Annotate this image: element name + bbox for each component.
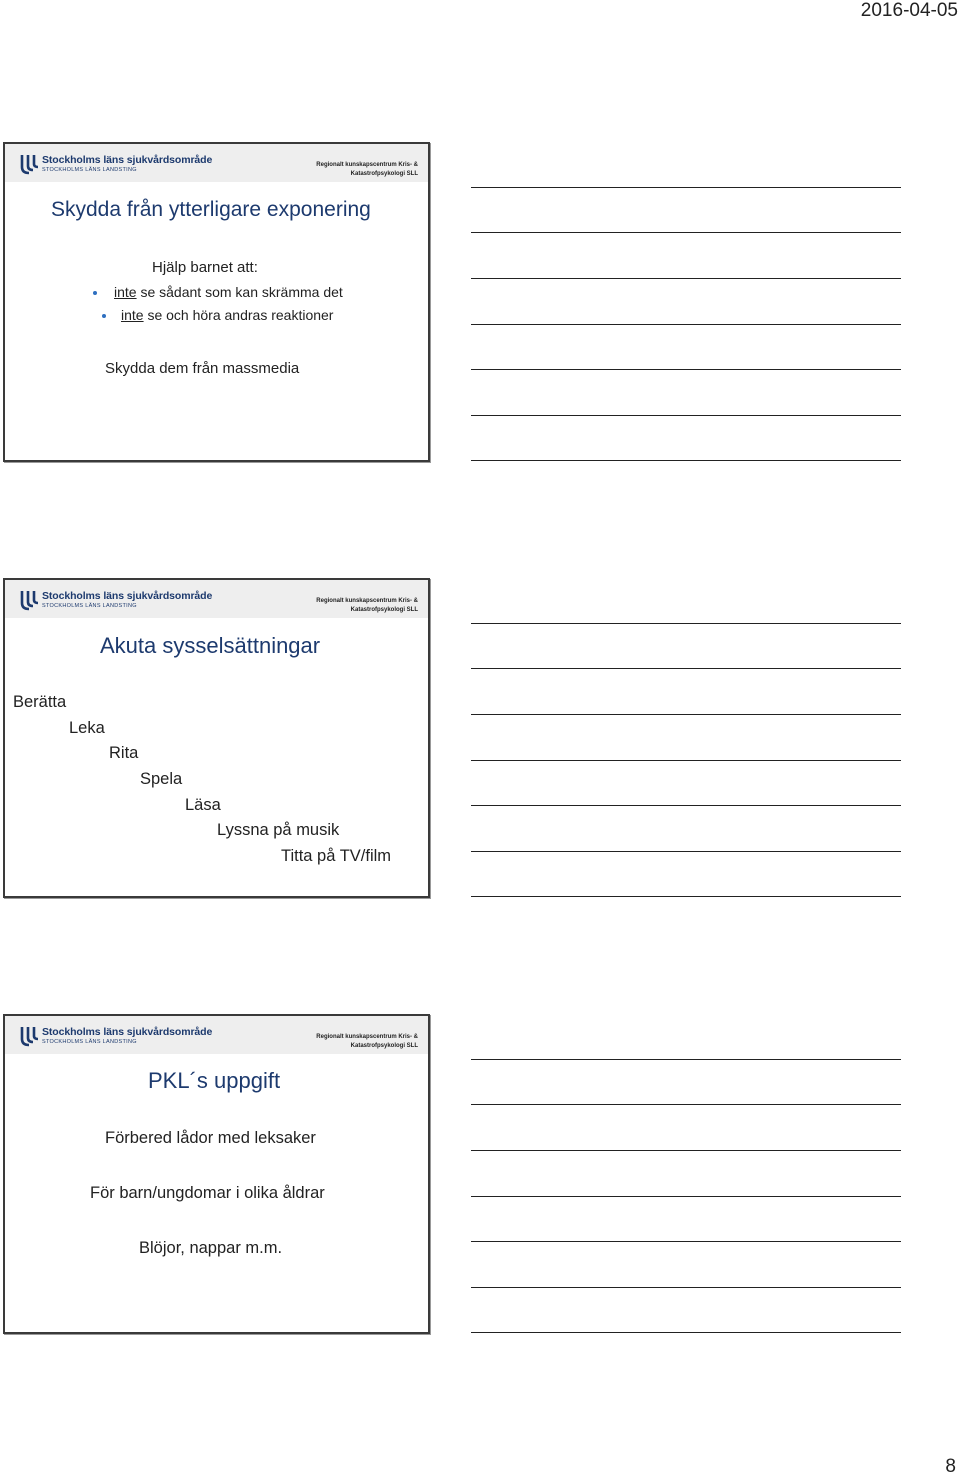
note-line [471,187,901,188]
note-line [471,623,901,624]
slide-3 [3,1014,430,1334]
logo-title: Stockholms läns sjukvårdsområde [42,154,213,166]
org-line-1: Regionalt kunskapscentrum Kris- & [316,1034,418,1040]
activity-item: Rita [109,744,139,762]
note-line [471,460,901,461]
note-line [471,896,901,897]
sll-logo-icon [19,153,41,175]
note-line [471,760,901,761]
sll-logo-icon [19,1025,41,1047]
note-line [471,805,901,806]
slide-footer-text: Skydda dem från massmedia [105,360,300,377]
note-line [471,1332,901,1333]
slide-title: PKL´s uppgift [148,1068,281,1093]
note-line [471,1241,901,1242]
bullet-underlined: inte [121,307,144,323]
note-line [471,369,901,370]
page-number: 8 [945,1456,956,1477]
activity-item: Titta på TV/film [281,847,392,865]
task-line: Förbered lådor med leksaker [105,1129,316,1147]
logo-title: Stockholms läns sjukvårdsområde [42,1026,213,1038]
note-line [471,851,901,852]
note-line [471,1059,901,1060]
logo-subtitle: STOCKHOLMS LÄNS LANDSTING [42,1039,137,1045]
slide-title: Akuta sysselsättningar [100,633,321,658]
org-line-1: Regionalt kunskapscentrum Kris- & [316,598,418,604]
slide-header [5,1016,428,1054]
note-line [471,278,901,279]
activity-item: Lyssna på musik [217,821,340,839]
note-line [471,415,901,416]
logo-subtitle: STOCKHOLMS LÄNS LANDSTING [42,167,137,173]
org-line-2: Katastrofpsykologi SLL [350,1043,418,1049]
note-line [471,714,901,715]
activity-item: Berätta [13,693,67,711]
slide-1 [3,142,430,462]
slide-intro: Hjälp barnet att: [152,259,258,276]
bullet-rest: se sådant som kan skrämma det [136,284,343,300]
task-line: För barn/ungdomar i olika åldrar [90,1184,325,1202]
note-line [471,668,901,669]
bullet-item [121,307,333,323]
org-line-1: Regionalt kunskapscentrum Kris- & [316,162,418,168]
sll-logo-icon [19,589,41,611]
activity-item: Leka [69,719,105,737]
bullet-rest: se och höra andras reaktioner [143,307,334,323]
activity-item: Spela [140,770,183,788]
bullet-item [114,284,343,300]
task-line: Blöjor, nappar m.m. [139,1239,283,1257]
page-date: 2016-04-05 [860,0,958,21]
note-line [471,1104,901,1105]
org-line-2: Katastrofpsykologi SLL [350,171,418,177]
activity-item: Läsa [185,796,221,814]
bullet-icon [102,314,106,318]
note-line [471,324,901,325]
note-line [471,1196,901,1197]
logo-subtitle: STOCKHOLMS LÄNS LANDSTING [42,603,137,609]
bullet-underlined: inte [114,284,137,300]
slide-header [5,144,428,182]
org-line-2: Katastrofpsykologi SLL [350,607,418,613]
bullet-icon [93,291,97,295]
logo-title: Stockholms läns sjukvårdsområde [42,590,213,602]
note-line [471,1287,901,1288]
note-line [471,232,901,233]
slide-header [5,580,428,618]
note-line [471,1150,901,1151]
slide-2 [3,578,430,898]
slide-title: Skydda från ytterligare exponering [51,198,371,221]
